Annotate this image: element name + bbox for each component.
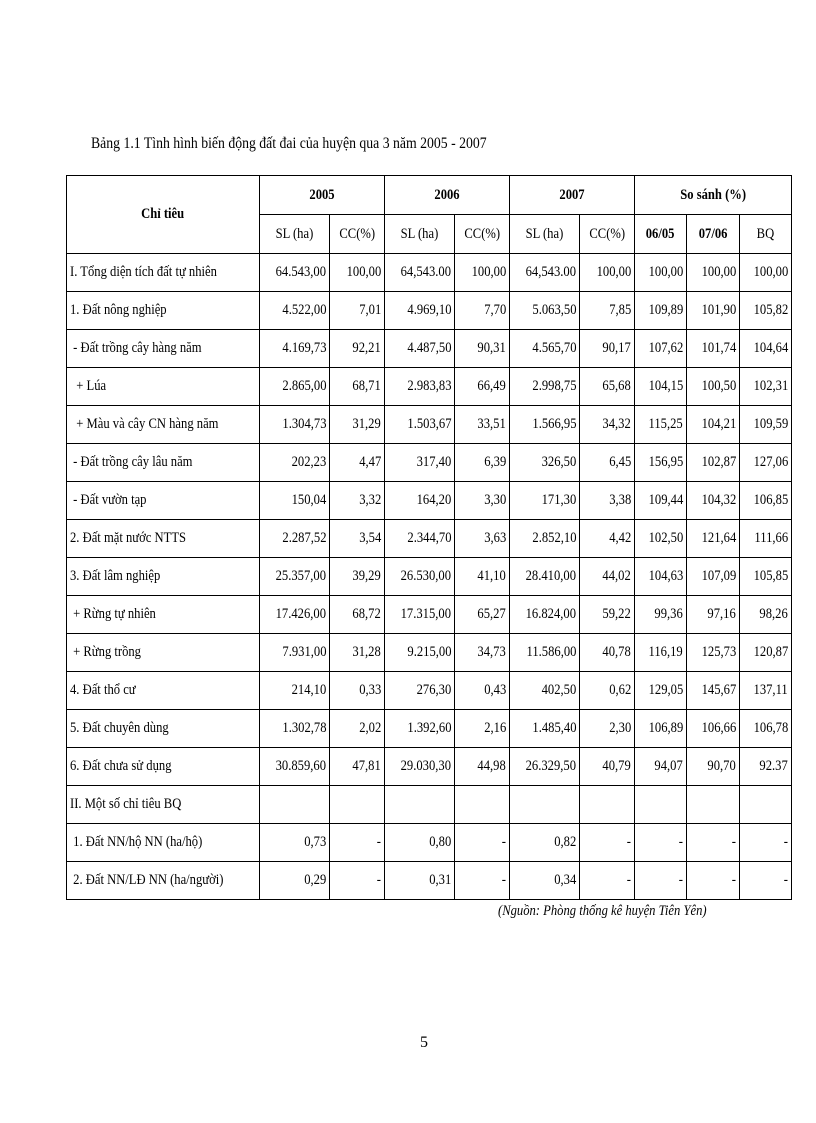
table-row [67,330,792,368]
table-cell: 129,05 [635,672,687,710]
subheader-cell: SL (ha) [260,215,330,254]
table-cell: 137,11 [740,672,792,710]
table-cell: 2.287,52 [260,520,330,558]
table-cell: 104,63 [635,558,687,596]
table-cell: 94,07 [635,748,687,786]
table-cell: 40,78 [580,634,635,672]
table-cell: 17.315,00 [385,596,455,634]
table-cell: 6,39 [455,444,510,482]
table-cell: 276,30 [385,672,455,710]
table-cell: 402,50 [510,672,580,710]
header-indicator: Chỉ tiêu [67,176,260,254]
table-cell: 107,62 [635,330,687,368]
table-cell: 105,82 [740,292,792,330]
row-label: 2. Đất NN/LĐ NN (ha/người) [67,862,260,900]
table-cell: 1.302,78 [260,710,330,748]
table-cell: 104,32 [687,482,740,520]
table-cell: 0,82 [510,824,580,862]
table-cell: 1.392,60 [385,710,455,748]
table-cell: 5.063,50 [510,292,580,330]
table-cell: 4.565,70 [510,330,580,368]
table-cell: 44,02 [580,558,635,596]
table-cell: 90,17 [580,330,635,368]
table-row [67,824,792,862]
table-row [67,444,792,482]
subheader-cell: CC(%) [455,215,510,254]
table-cell: 2.983,83 [385,368,455,406]
table-cell: 156,95 [635,444,687,482]
table-cell: 16.824,00 [510,596,580,634]
table-cell: 99,36 [635,596,687,634]
table-cell: 92,21 [330,330,385,368]
table-cell: 171,30 [510,482,580,520]
table-cell: - [635,824,687,862]
table-cell: 214,10 [260,672,330,710]
table-cell: 109,59 [740,406,792,444]
table-cell: 64.543,00 [260,254,330,292]
table-cell: 44,98 [455,748,510,786]
header-year-2007: 2007 [510,176,635,215]
table-cell: 47,81 [330,748,385,786]
table-cell: 104,15 [635,368,687,406]
table-cell: 31,29 [330,406,385,444]
table-cell: 109,89 [635,292,687,330]
table-cell: 202,23 [260,444,330,482]
table-cell: 98,26 [740,596,792,634]
row-label: 6. Đất chưa sử dụng [67,748,260,786]
table-cell: 100,00 [330,254,385,292]
table-cell: - [580,862,635,900]
table-cell: 127,06 [740,444,792,482]
table-cell: 100,00 [580,254,635,292]
table-cell: 97,16 [687,596,740,634]
table-cell: 1.503,67 [385,406,455,444]
table-cell: 3,54 [330,520,385,558]
table-cell: 17.426,00 [260,596,330,634]
page-number: 5 [420,1034,428,1051]
table-cell: 100,00 [635,254,687,292]
table-cell: 34,32 [580,406,635,444]
table-cell: 100,50 [687,368,740,406]
table-cell [455,786,510,824]
table-cell [330,786,385,824]
table-cell: 102,87 [687,444,740,482]
subheader-cell: BQ [740,215,792,254]
table-cell: 4,42 [580,520,635,558]
table-cell: 2,02 [330,710,385,748]
table-cell: 3,38 [580,482,635,520]
table-cell: 4.169,73 [260,330,330,368]
subheader-cell: CC(%) [580,215,635,254]
table-row [67,596,792,634]
table-body [67,254,792,900]
table-cell: 65,68 [580,368,635,406]
table-cell: 3,63 [455,520,510,558]
table-cell: 4,47 [330,444,385,482]
table-cell [510,786,580,824]
table-cell: 39,29 [330,558,385,596]
subheader-cell: 06/05 [635,215,687,254]
table-cell: 164,20 [385,482,455,520]
table-cell: 145,67 [687,672,740,710]
table-cell: 9.215,00 [385,634,455,672]
table-row [67,406,792,444]
table-cell: 0,33 [330,672,385,710]
table-cell: 2,16 [455,710,510,748]
table-cell: 7.931,00 [260,634,330,672]
table-cell: 4.487,50 [385,330,455,368]
row-label: - Đất trồng cây hàng năm [67,330,260,368]
table-cell: 68,71 [330,368,385,406]
table-cell: - [580,824,635,862]
table-cell: 4.969,10 [385,292,455,330]
table-cell: 115,25 [635,406,687,444]
table-cell: 0,34 [510,862,580,900]
row-label: 2. Đất mặt nước NTTS [67,520,260,558]
table-cell: 125,73 [687,634,740,672]
table-cell: 25.357,00 [260,558,330,596]
table-cell: 40,79 [580,748,635,786]
table-row [67,748,792,786]
table-row [67,672,792,710]
table-row [67,786,792,824]
table-cell: 0,73 [260,824,330,862]
table-cell: 29.030,30 [385,748,455,786]
table-cell: 100,00 [455,254,510,292]
table-cell: 6,45 [580,444,635,482]
subheader-cell: SL (ha) [510,215,580,254]
table-cell: 150,04 [260,482,330,520]
table-cell: 64,543.00 [385,254,455,292]
header-compare: So sánh (%) [635,176,792,215]
table-cell: 33,51 [455,406,510,444]
table-cell: 2.344,70 [385,520,455,558]
table-cell: 3,32 [330,482,385,520]
table-cell: 64,543.00 [510,254,580,292]
table-cell [580,786,635,824]
table-cell: 106,78 [740,710,792,748]
table-cell: 0,31 [385,862,455,900]
table-cell: 11.586,00 [510,634,580,672]
table-cell: 7,01 [330,292,385,330]
table-cell: 102,31 [740,368,792,406]
row-label: + Màu và cây CN hàng năm [67,406,260,444]
table-row [67,558,792,596]
table-cell [385,786,455,824]
table-cell: - [740,824,792,862]
table-cell: 105,85 [740,558,792,596]
table-cell [635,786,687,824]
table-cell: - [330,862,385,900]
table-cell: 1.304,73 [260,406,330,444]
row-label: 4. Đất thổ cư [67,672,260,710]
table-row [67,520,792,558]
table-row [67,634,792,672]
table-cell: - [687,862,740,900]
table-cell: 106,66 [687,710,740,748]
table-cell: - [635,862,687,900]
table-cell: 0,62 [580,672,635,710]
table-cell: 90,70 [687,748,740,786]
table-cell: 104,64 [740,330,792,368]
table-cell: 106,89 [635,710,687,748]
table-cell: 1.485,40 [510,710,580,748]
table-cell: 100,00 [687,254,740,292]
row-label: II. Một số chỉ tiêu BQ [67,786,260,824]
row-label: I. Tổng diện tích đất tự nhiên [67,254,260,292]
table-cell: 90,31 [455,330,510,368]
table-cell [740,786,792,824]
subheader-cell: CC(%) [330,215,385,254]
row-label: 1. Đất nông nghiệp [67,292,260,330]
row-label: - Đất vườn tạp [67,482,260,520]
table-cell: 31,28 [330,634,385,672]
row-label: + Rừng tự nhiên [67,596,260,634]
table-row [67,254,792,292]
table-cell: 326,50 [510,444,580,482]
table-cell: 106,85 [740,482,792,520]
header-year-2006: 2006 [385,176,510,215]
table-cell: 28.410,00 [510,558,580,596]
table-cell: 109,44 [635,482,687,520]
table-cell: - [455,862,510,900]
table-cell: 65,27 [455,596,510,634]
land-change-table [66,175,792,900]
table-row [67,482,792,520]
table-cell: 68,72 [330,596,385,634]
table-cell: 3,30 [455,482,510,520]
row-label: + Lúa [67,368,260,406]
table-cell: 111,66 [740,520,792,558]
table-cell: 116,19 [635,634,687,672]
table-cell: - [455,824,510,862]
table-row [67,368,792,406]
table-cell: - [740,862,792,900]
source-note: (Nguồn: Phòng thống kê huyện Tiên Yên) [498,903,707,919]
table-cell: 2.998,75 [510,368,580,406]
table-cell: - [330,824,385,862]
table-cell: 41,10 [455,558,510,596]
subheader-cell: SL (ha) [385,215,455,254]
table-cell: 4.522,00 [260,292,330,330]
table-cell: 59,22 [580,596,635,634]
table-cell: 26.530,00 [385,558,455,596]
table-cell: - [687,824,740,862]
table-cell: 0,43 [455,672,510,710]
table-cell: 30.859,60 [260,748,330,786]
table-cell: 0,29 [260,862,330,900]
row-label: 3. Đất lâm nghiệp [67,558,260,596]
row-label: 5. Đất chuyên dùng [67,710,260,748]
table-cell [260,786,330,824]
table-row [67,292,792,330]
table-cell: 0,80 [385,824,455,862]
table-cell [687,786,740,824]
table-cell: 121,64 [687,520,740,558]
table-cell: 317,40 [385,444,455,482]
table-cell: 1.566,95 [510,406,580,444]
table-cell: 101,74 [687,330,740,368]
subheader-cell: 07/06 [687,215,740,254]
table-cell: 92.37 [740,748,792,786]
table-cell: 107,09 [687,558,740,596]
table-cell: 100,00 [740,254,792,292]
table-cell: 101,90 [687,292,740,330]
table-cell: 2.865,00 [260,368,330,406]
table-cell: 7,85 [580,292,635,330]
table-row [67,862,792,900]
table-cell: 120,87 [740,634,792,672]
header-year-2005: 2005 [260,176,385,215]
row-label: - Đất trồng cây lâu năm [67,444,260,482]
table-cell: 66,49 [455,368,510,406]
table-cell: 104,21 [687,406,740,444]
table-cell: 2.852,10 [510,520,580,558]
row-label: + Rừng trồng [67,634,260,672]
table-row [67,710,792,748]
table-title: Bảng 1.1 Tình hình biến động đất đai của huyện qua 3 năm 2005 - 2007 [91,135,487,152]
table-cell: 26.329,50 [510,748,580,786]
table-cell: 102,50 [635,520,687,558]
table-cell: 34,73 [455,634,510,672]
table-cell: 2,30 [580,710,635,748]
table-cell: 7,70 [455,292,510,330]
row-label: 1. Đất NN/hộ NN (ha/hộ) [67,824,260,862]
